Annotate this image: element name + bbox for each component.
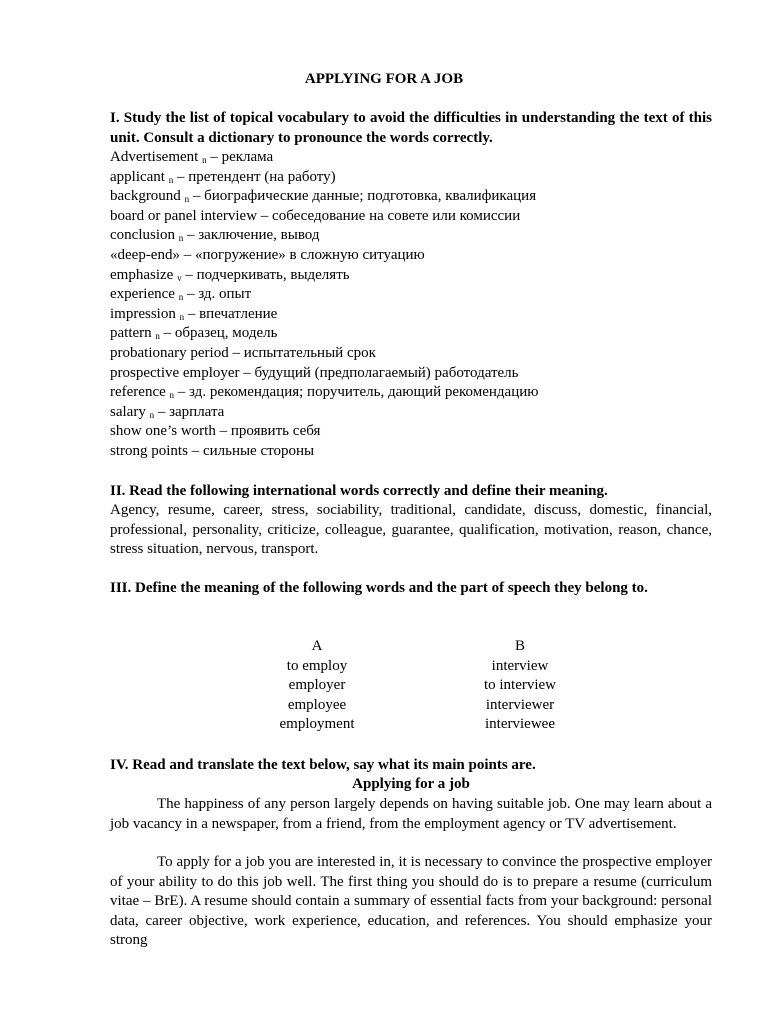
vocab-term: salary <box>110 403 146 420</box>
part-of-speech-mark: v <box>177 272 182 283</box>
vocab-definition: – претендент (на работу) <box>176 168 336 185</box>
section-1-heading: I. Study the list of topical vocabulary to avoid the difficulties in understanding the text of this unit. Consult a dictionary to pronounce the words correctly. <box>110 110 712 146</box>
column-b-item: interview <box>491 657 549 674</box>
vocab-term: emphasize <box>110 266 174 283</box>
vocab-term: probationary period <box>110 344 229 361</box>
vocab-entry <box>110 344 712 364</box>
column-a-item: to employ <box>286 657 348 674</box>
page-title: APPLYING FOR A JOB <box>304 71 464 87</box>
column-a-item: employment <box>279 716 355 733</box>
vocab-term: pattern <box>110 325 152 342</box>
vocab-term: strong points <box>110 442 188 459</box>
vocab-entry <box>110 324 712 344</box>
column-a-item: employer <box>288 677 346 694</box>
paragraph: To apply for a job you are interested in, it is necessary to convince the prospective employer of your ability to do this job well. The first thing you should do is to prepare a resume (curriculum vitae – BrE). A resume should contain a summary of essential facts from your background: personal data, career objective, work experience, education, and references. You should emphasize your strong <box>110 854 712 949</box>
vocab-definition: – будущий (предполагаемый) работодатель <box>243 364 519 381</box>
paragraph: The happiness of any person largely depends on having suitable job. One may learn about a job vacancy in a newspaper, from a friend, from the employment agency or TV advertisement. <box>110 796 712 832</box>
column-a-item: employee <box>287 696 347 713</box>
column-a-header: A <box>311 638 323 654</box>
column-b-item: interviewee <box>485 716 555 733</box>
part-of-speech-mark: n <box>179 311 185 322</box>
vocab-term: experience <box>110 286 175 303</box>
vocab-definition: – подчеркивать, выделять <box>185 266 350 283</box>
vocab-definition: – сильные стороны <box>191 442 315 459</box>
vocab-definition: – зд. рекомендация; поручитель, дающий рекомендацию <box>177 384 539 401</box>
vocab-definition: – заключение, вывод <box>187 227 320 244</box>
vocab-definition: – зд. опыт <box>186 286 252 303</box>
vocab-term: show one’s worth <box>110 423 216 440</box>
part-of-speech-mark: n <box>178 233 184 244</box>
column-b-header: B <box>514 638 525 654</box>
vocab-entry <box>110 285 712 305</box>
vocab-definition: – впечатление <box>187 305 278 322</box>
text-subtitle: Applying for a job <box>352 776 470 792</box>
vocab-term: conclusion <box>110 227 175 244</box>
vocab-entry <box>110 403 712 423</box>
vocab-term: impression <box>110 305 176 322</box>
vocab-term: board or panel interview <box>110 207 258 224</box>
vocabulary-list <box>110 148 712 462</box>
vocab-term: «deep-end» <box>110 246 180 263</box>
vocab-term: applicant <box>110 168 165 185</box>
vocab-definition: – образец, модель <box>163 325 278 342</box>
vocab-definition: – собеседование на совете или комиссии <box>260 207 521 224</box>
vocab-entry <box>110 266 712 286</box>
part-of-speech-mark: n <box>184 194 190 205</box>
part-of-speech-mark: n <box>149 409 155 420</box>
section-2-heading: II. Read the following international words correctly and define their meaning. <box>110 483 608 499</box>
vocab-definition: – проявить себя <box>219 423 321 440</box>
vocab-entry <box>110 187 712 207</box>
vocab-entry <box>110 207 712 227</box>
vocab-entry <box>110 364 712 384</box>
column-a <box>257 637 377 735</box>
vocab-definition: – реклама <box>210 149 274 165</box>
vocab-definition: – биографические данные; подготовка, квалификация <box>192 188 537 205</box>
section-2-body: Agency, resume, career, stress, sociability, traditional, candidate, discuss, domestic, financial, professional, personality, criticize, colleague, guarantee, qualification, motivation, reason, chance, stress situation, nervous, transport. <box>110 502 712 558</box>
vocab-entry <box>110 246 712 266</box>
vocab-definition: – «погружение» в сложную ситуацию <box>183 246 425 263</box>
part-of-speech-mark: n <box>168 174 174 185</box>
column-b <box>460 637 580 735</box>
vocab-entry <box>110 168 712 188</box>
vocab-definition: – испытательный срок <box>232 344 376 361</box>
vocab-term: reference <box>110 384 166 401</box>
vocab-term: background <box>110 188 181 205</box>
section-3-heading: III. Define the meaning of the following words and the part of speech they belong to. <box>110 580 648 596</box>
part-of-speech-mark: n <box>178 292 184 303</box>
vocab-term: prospective employer <box>110 364 240 381</box>
vocab-entry <box>110 305 712 325</box>
column-b-item: to interview <box>483 677 557 694</box>
vocab-entry <box>110 442 712 462</box>
vocab-entry <box>110 383 712 403</box>
vocab-entry <box>110 226 712 246</box>
vocab-term: Advertisement <box>110 149 199 165</box>
vocab-entry <box>110 422 712 442</box>
part-of-speech-mark: n <box>169 390 175 401</box>
part-of-speech-mark: n <box>155 331 160 342</box>
section-4-heading: IV. Read and translate the text below, say what its main points are. <box>110 757 536 773</box>
column-b-item: interviewer <box>485 696 555 713</box>
vocab-definition: – зарплата <box>157 403 225 420</box>
vocab-entry <box>110 148 712 168</box>
part-of-speech-mark: n <box>202 155 207 165</box>
